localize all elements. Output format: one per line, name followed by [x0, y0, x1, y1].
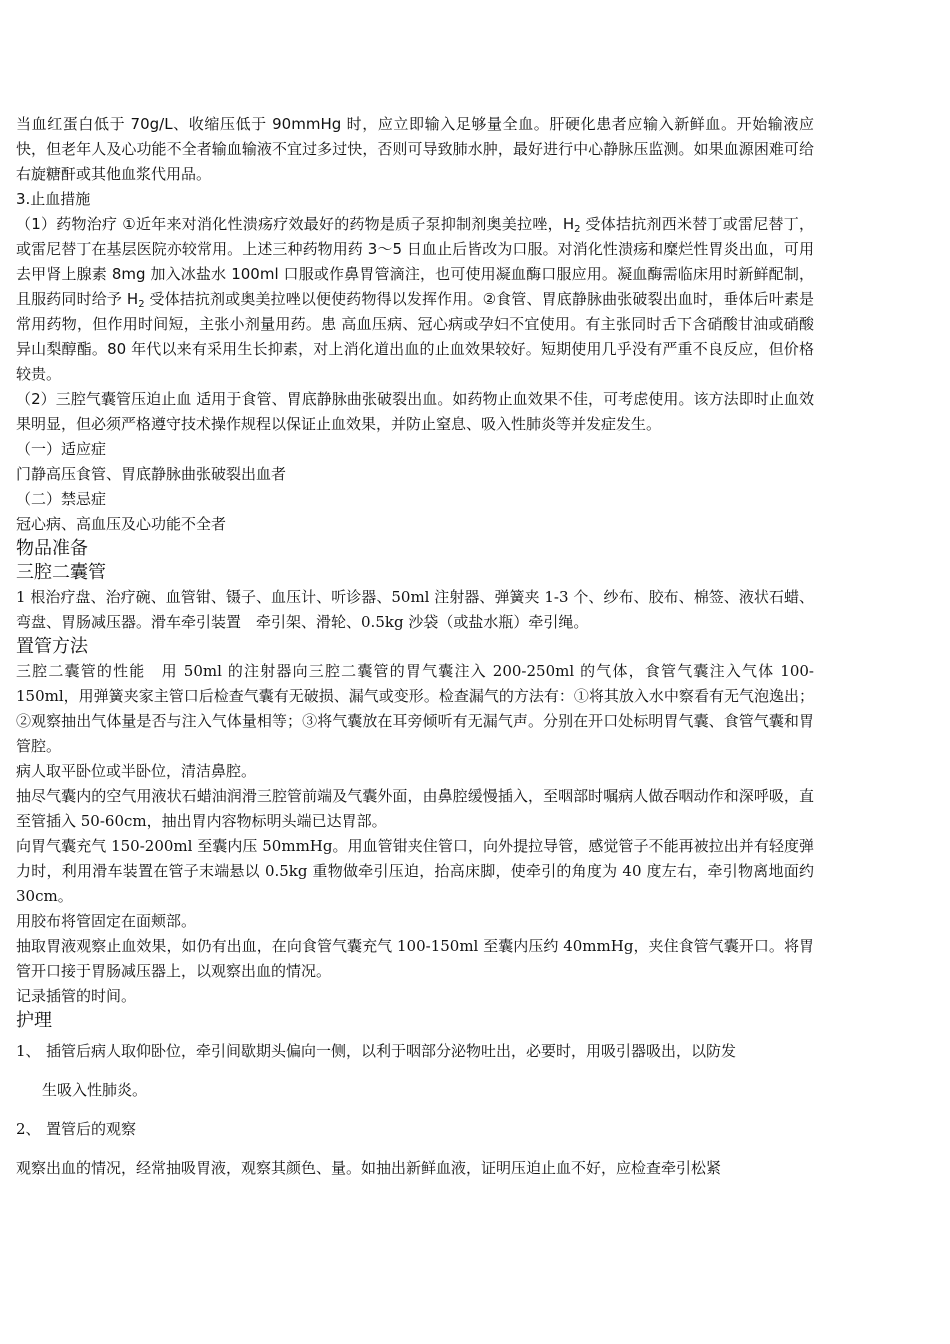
- method-step: 抽取胃液观察止血效果，如仍有出血，在向食管气囊充气 100-150ml 至囊内压约 40mmHg，夹住食管气囊开口。将胃管开口接于胃肠减压器上，以观察出血的情况。: [16, 937, 814, 980]
- method-step: 记录插管的时间。: [16, 987, 137, 1005]
- h2-subscript: 2: [574, 224, 581, 235]
- indication-text: 门静高压食管、胃底静脉曲张破裂出血者: [16, 465, 287, 483]
- drug-therapy-number: （1）: [16, 215, 57, 233]
- care-item-2-text: 置管后的观察: [46, 1120, 137, 1138]
- method-step: 向胃气囊充气 150-200ml 至囊内压 50mmHg。用血管钳夹住管口，向外提拉导管，感觉管子不能再被拉出并有轻度弹力时，利用滑车装置在管子末端悬以 0.5kg 重物做牵引压迫，抬高床脚，使牵引的角度为 40 度左右，牵引物离地面约 30cm。: [16, 837, 814, 905]
- balloon-text: 三腔气囊管压迫止血 适用于食管、胃底静脉曲张破裂出血。如药物止血效果不佳，可考虑使用。该方法即时止血效果明显，但必须严格遵守技术操作规程以保证止血效果，并防止窒息、吸入性肺炎等并发症发生。: [16, 390, 815, 433]
- balloon-tamponade-paragraph: [16, 387, 814, 437]
- care-heading: 护理: [16, 1010, 52, 1031]
- drug-therapy-paragraph: [16, 212, 814, 387]
- blood-transfusion-paragraph: 当血红蛋白低于 70g/L、收缩压低于 90mmHg 时，应立即输入足够量全血。肝硬化患者应输入新鲜血。开始输液应快，但老年人及心功能不全者输血输液不宜过多过快，否则可导致肺水肿，最好进行中心静脉压监测。如果血源困难可给右旋糖酐或其他血浆代用品。: [16, 115, 814, 183]
- document-page: [16, 112, 814, 1181]
- observation-paragraph: 观察出血的情况，经常抽吸胃液，观察其颜色、量。如抽出新鲜血液，证明压迫止血不好，应检查牵引松紧: [16, 1159, 722, 1177]
- care-item-2-number: 2、: [16, 1120, 41, 1138]
- contraindication-title: （二）禁忌症: [16, 490, 107, 508]
- care-item-1-text: 插管后病人取仰卧位，牵引间歇期头偏向一侧，以利于咽部分泌物吐出，必要时，用吸引器吸出，以防发: [46, 1042, 737, 1060]
- care-item-1: [16, 1039, 814, 1064]
- method-step: 三腔二囊管的性能 用 50ml 的注射器向三腔二囊管的胃气囊注入 200-250ml 的气体，食管气囊注入气体 100-150ml，用弹簧夹家主管口后检查气囊有无破损、漏气或变形。检查漏气的方法有：①将其放入水中察看有无气泡逸出；②观察抽出气体量是否与注入气体量相等；③将气囊放在耳旁倾听有无漏气声。分别在开口处标明胃气囊、食管气囊和胃管腔。: [16, 662, 814, 755]
- drug-therapy-text-c: 受体拮抗剂或奥美拉唑以便使药物得以发挥作用。②食管、胃底静脉曲张破裂出血时，垂体后叶素是常用药物，但作用时间短，主张小剂量用药。患 高血压病、冠心病或孕妇不宜使用。有主张同时舌下含硝酸甘油或硝酸异山梨醇酯。80 年代以来有采用生长抑素，对上消化道出血的止血效果较好。短期使用几乎没有严重不良反应，但价格较贵。: [16, 290, 814, 383]
- balloon-number: （2）: [16, 390, 56, 408]
- care-item-1-number: 1、: [16, 1042, 41, 1060]
- tube-heading: 三腔二囊管: [16, 562, 106, 583]
- indication-title: （一）适应症: [16, 440, 107, 458]
- method-step: 抽尽气囊内的空气用液状石蜡油润滑三腔管前端及气囊外面，由鼻腔缓慢插入，至咽部时嘱病人做吞咽动作和深呼吸，直至管插入 50-60cm，抽出胃内容物标明头端已达胃部。: [16, 787, 814, 830]
- h2-subscript: 2: [138, 299, 145, 310]
- contraindication-text: 冠心病、高血压及心功能不全者: [16, 515, 227, 533]
- drug-therapy-text-a: 药物治疗 ①近年来对消化性溃疡疗效最好的药物是质子泵抑制剂奥美拉唑，H: [56, 215, 575, 233]
- care-item-1-continuation: 生吸入性肺炎。: [42, 1081, 148, 1099]
- section-hemostasis-heading: 3.止血措施: [16, 190, 91, 208]
- method-heading: 置管方法: [16, 636, 88, 657]
- items-heading: 物品准备: [16, 538, 88, 559]
- items-list-paragraph: 1 根治疗盘、治疗碗、血管钳、镊子、血压计、听诊器、50ml 注射器、弹簧夹 1-3 个、纱布、胶布、棉签、液状石蜡、弯盘、胃肠减压器。滑车牵引装置 牵引架、滑轮、0.5kg 沙袋（或盐水瓶）牵引绳。: [16, 588, 814, 631]
- care-item-2: [16, 1117, 814, 1142]
- method-step: 病人取平卧位或半卧位，清洁鼻腔。: [16, 762, 257, 780]
- method-step: 用胶布将管固定在面颊部。: [16, 912, 197, 930]
- drug-therapy-text-b: 受体拮抗剂西米替丁或雷尼替丁，或雷尼替丁在基层医院亦较常用。上述三种药物用药 3～5 日血止后皆改为口服。对消化性溃疡和糜烂性胃炎出血，可用去甲肾上腺素 8mg 加入冰盐水 100ml 口服或作鼻胃管滴注，也可使用凝血酶口服应用。凝血酶需临床用时新鲜配制，且服药同时给予 H: [16, 215, 815, 308]
